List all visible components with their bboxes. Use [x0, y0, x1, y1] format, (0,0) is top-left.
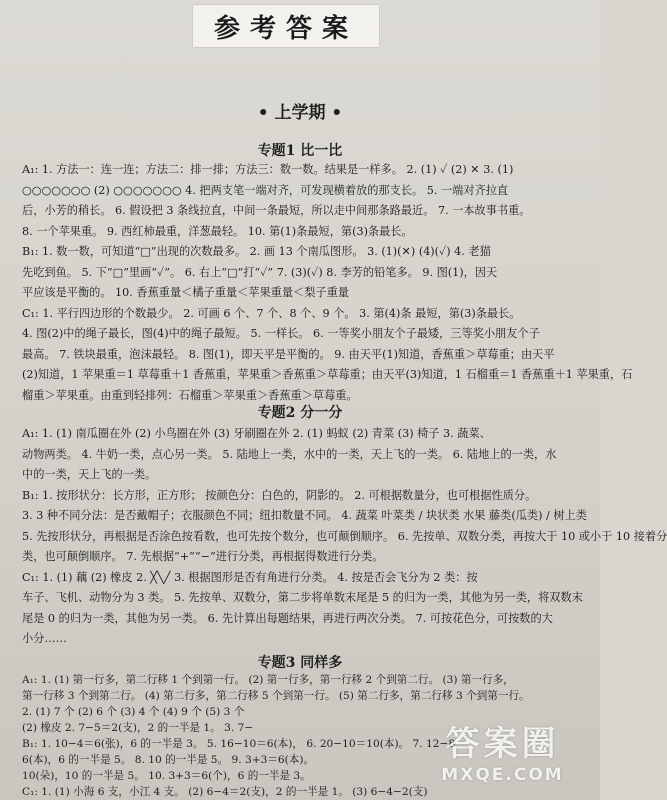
text-line: B₁: 1. 数一数，可知道“□”出现的次数最多。 2. 画 13 个南瓜图形。 3. (1)(✕) (4)(✓) 4. 老猫: [22, 245, 491, 258]
text-line: 小分……: [22, 632, 67, 645]
text-line: C₁: 1. (1) 小海 6 支，小江 4 支。 (2) 6−4＝2(支)，2 的一半是 1。 (3) 6−4−2(支): [22, 786, 428, 798]
text-line: 平应该是平衡的。 10. 香蕉重量＜橘子重量＜苹果重量＜梨子重量: [22, 286, 349, 299]
text-line: C₁: 1. 平行四边形的个数最少。 2. 可画 6 个、7 个、8 个、9 个。 3. 第(4)条 最短，第(3)条最长。: [22, 306, 521, 320]
term-title: • 上学期 •: [257, 103, 343, 123]
text-line: 6(本)，6 的一半是 5。 8. 10 的一半是 5。 9. 3+3＝6(本)。: [22, 754, 315, 766]
text-line: 先吃到鱼。 5. 下“□”里画“✓”。 6. 右上“□”打“✓” 7. (3)(✓) 8. 李芳的铅笔多。 9. 图(1)，因天: [22, 265, 498, 279]
text-line: 车子、飞机、动物分为 3 类。 5. 先按单、双数分，第二步将单数末尾是 5 的归为一类，其他为另一类，将双数末: [22, 591, 583, 604]
text-line: 3. 3 种不同分法：是否戴帽子；衣服颜色不同；纽扣数量不同。 4. 蔬菜 叶菜类 / 块状类 水果 藤类(瓜类) / 树上类: [22, 509, 587, 522]
page-title: 参考答案: [213, 13, 358, 44]
topic-2-title: 专题2 分一分: [257, 405, 343, 421]
watermark-url: MXQE.COM: [441, 765, 564, 785]
text-line: 最高。 7. 铁块最重，泡沫最轻。 8. 图(1)，即天平是平衡的。 9. 由天平(1)知道，香蕉重＞草莓重；由天平: [22, 347, 555, 361]
text-line: A₁: 1. 方法一：连一连；方法二：排一排；方法三：数一数。结果是一样多。 2. (1) ✓ (2) ✕ 3. (1): [22, 163, 514, 176]
text-line: 动物两类。 4. 牛奶一类，点心另一类。 5. 陆地上一类，水中的一类，天上飞的一类。 6. 陆地上的一类，水: [22, 447, 557, 461]
text-line: 第一行移 3 个到第二行。 (4) 第二行多，第二行移 5 个到第一行。 (5) 第二行多，第二行移 3 个到第一行。: [22, 690, 530, 702]
text-line: 5. 先按形状分，再根据是否涂色按看数，也可先按个数分，也可颠倒顺序。 6. 先按单、双数分类，再按大于 10 或小于 10 接着分: [22, 529, 667, 543]
text-line: 2. (1) 7 个 (2) 6 个 (3) 4 个 (4) 9 个 (5) 3 个: [22, 706, 245, 718]
text-line: 榴重＞苹果重。由重到轻排列：石榴重＞苹果重＞香蕉重＞草莓重。: [22, 388, 358, 402]
text-line: 4. 图(2)中的绳子最长，图(4)中的绳子最短。 5. 一样长。 6. 一等奖小朋友个子最矮，三等奖小朋友个子: [22, 327, 540, 340]
text-line: 8. 一个苹果重。 9. 西红柿最重，洋葱最轻。 10. 第(1)条最短，第(3)条最长。: [22, 224, 413, 238]
topic-1-content: [22, 160, 633, 406]
text-line: (2) 橡皮 2. 7−5＝2(支)，2 的一半是 1。 3. 7−: [22, 722, 254, 734]
text-line: 中的一类，天上飞的一类。: [22, 468, 157, 481]
topic-1-title: 专题1 比一比: [257, 143, 343, 159]
watermark-logo-text: 答案圈: [445, 724, 560, 764]
text-line: B₁: 1. 10−4＝6(张)，6 的一半是 3。 5. 16−10＝6(本)， 6. 20−10＝10(本)。 7. 12−8: [22, 738, 456, 750]
page-title-banner: [192, 4, 380, 48]
text-line: 类，也可颠倒顺序。 7. 先根据“+”“−”进行分类，再根据得数进行分类。: [22, 550, 384, 563]
text-line: (2)知道，1 苹果重＝1 草莓重＋1 香蕉重，苹果重＞香蕉重＞草莓重；由天平(3)知道，1 石榴重＝1 香蕉重＋1 苹果重，石: [22, 368, 633, 381]
text-line: C₁: 1. (1) 藕 (2) 橡皮 2. ╳╲╱ 3. 根据图形是否有角进行分类。 4. 按是否会飞分为 2 类：按: [22, 570, 478, 584]
topic-2-content: [22, 424, 667, 650]
text-line: 10(朵)，10 的一半是 5。 10. 3+3＝6(个)，6 的一半是 3。: [22, 770, 311, 782]
site-watermark: [415, 716, 590, 794]
text-line: A₁: 1. (1) 南瓜圈在外 (2) 小鸟圈在外 (3) 牙刷圈在外 2. (1) 蚂蚁 (2) 青菜 (3) 椅子 3. 蔬菜、: [22, 427, 491, 440]
topic-3-title: 专题3 同样多: [257, 655, 343, 671]
text-line: A₁: 1. (1) 第一行多，第二行移 1 个到第一行。 (2) 第一行多，第一行移 2 个到第二行。 (3) 第一行多，: [22, 674, 514, 686]
text-line: 后，小芳的稍长。 6. 假设把 3 条线拉直，中间一条最短，所以走中间那条路最近。 7. 一本故事书重。: [22, 204, 531, 217]
text-line: 尾是 0 的归为一类，其他为另一类。 6. 先计算出每题结果，再进行两次分类。 7. 可按花色分，可按数的大: [22, 611, 553, 625]
text-line: B₁: 1. 按形状分：长方形，正方形； 按颜色分：白色的，阴影的。 2. 可根据数量分，也可根据性质分。: [22, 488, 537, 502]
text-line: ○○○○○○○ (2) ○○○○○○○ 4. 把两支笔一端对齐，可发现横着放的那支长。 5. 一端对齐拉直: [22, 183, 509, 197]
